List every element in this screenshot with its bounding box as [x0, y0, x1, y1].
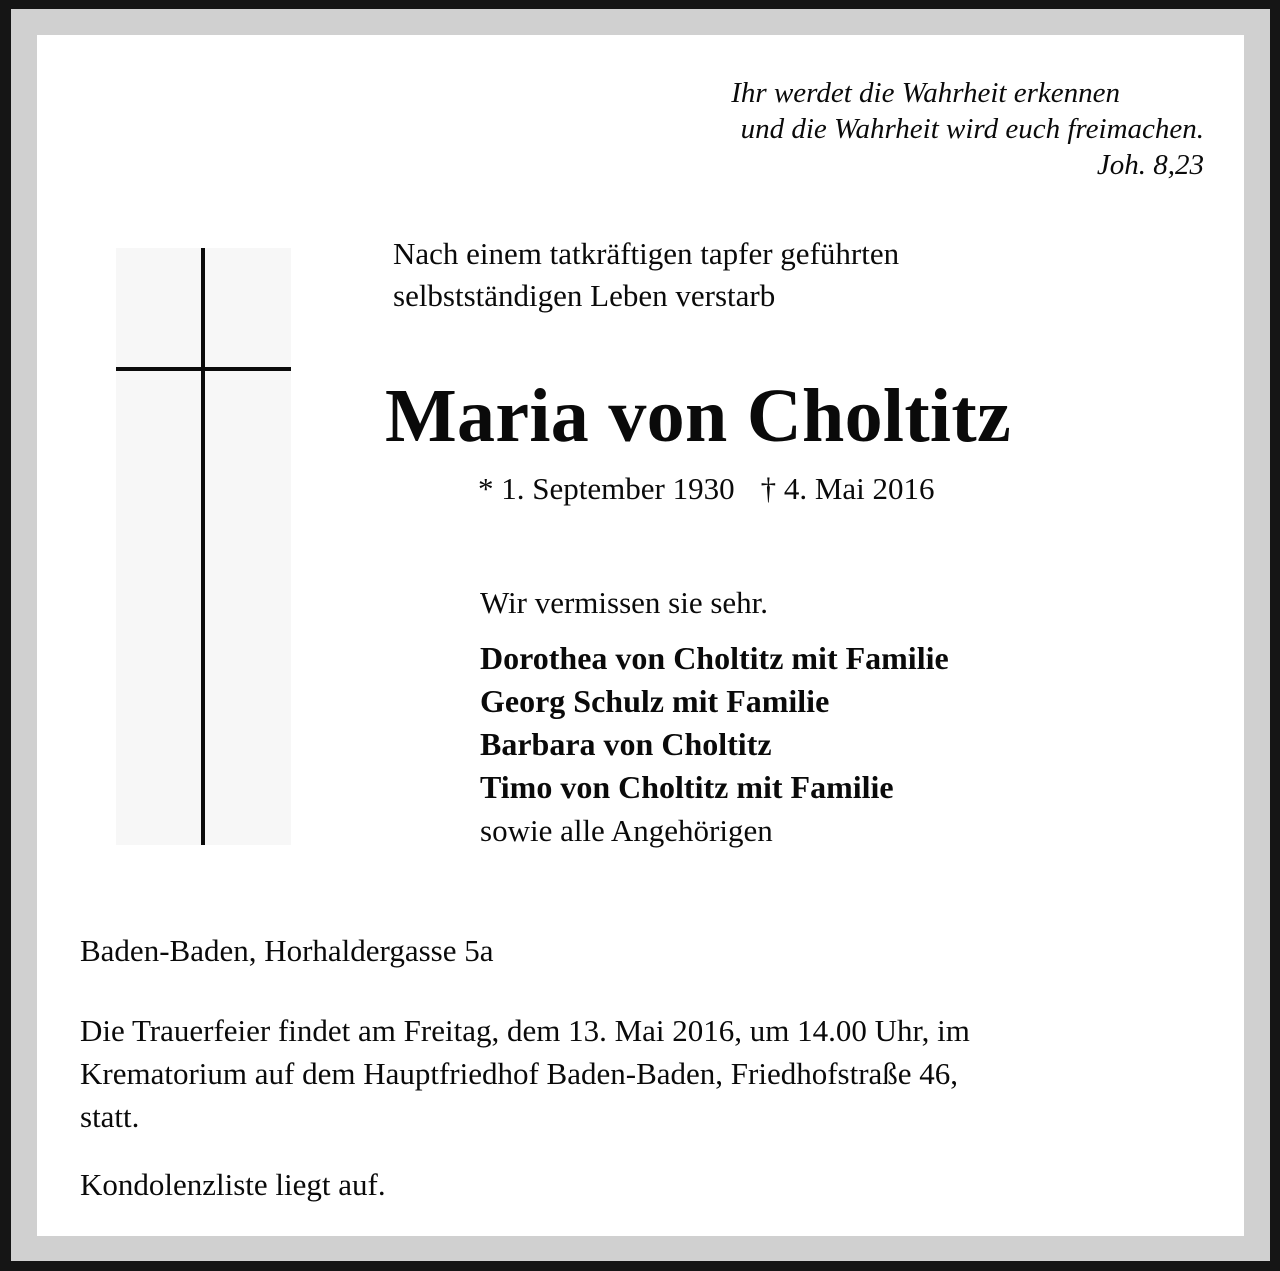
cross-vertical-bar	[201, 248, 205, 845]
quote-reference: Joh. 8,23	[1096, 149, 1204, 181]
obituary-notice	[37, 35, 1244, 1236]
intro-text	[393, 233, 899, 317]
life-dates	[478, 469, 935, 509]
quote-line-2: und die Wahrheit wird euch freimachen.	[740, 113, 1204, 145]
birth-date: * 1. September 1930	[478, 471, 735, 506]
mourners-list	[480, 637, 949, 852]
mourning-message: Wir vermissen sie sehr.	[480, 585, 769, 620]
mourner-item: Barbara von Choltitz	[480, 726, 772, 762]
ceremony-line-2: Krematorium auf dem Hauptfriedhof Baden-Baden, Friedhofstraße 46,	[80, 1056, 959, 1091]
condolence-note: Kondolenzliste liegt auf.	[80, 1167, 386, 1202]
mourner-item: Timo von Choltitz mit Familie	[480, 769, 894, 805]
ceremony-line-3: statt.	[80, 1099, 140, 1134]
deceased-name: Maria von Choltitz	[385, 374, 1011, 458]
cross-horizontal-bar	[116, 367, 291, 371]
ceremony-line-1: Die Trauerfeier findet am Freitag, dem 13. Mai 2016, um 14.00 Uhr, im	[80, 1013, 970, 1048]
mourner-item: Dorothea von Choltitz mit Familie	[480, 640, 949, 676]
bible-quote	[731, 75, 1204, 183]
death-date: † 4. Mai 2016	[760, 471, 935, 506]
mourner-item: Georg Schulz mit Familie	[480, 683, 830, 719]
intro-line-2: selbstständigen Leben verstarb	[393, 278, 776, 313]
quote-line-1: Ihr werdet die Wahrheit erkennen	[731, 77, 1120, 109]
funeral-ceremony-info	[80, 1009, 970, 1138]
cross-icon	[116, 248, 291, 845]
residence-address: Baden-Baden, Horhaldergasse 5a	[80, 933, 494, 968]
intro-line-1: Nach einem tatkräftigen tapfer geführten	[393, 236, 900, 271]
other-relatives: sowie alle Angehörigen	[480, 813, 773, 848]
notice-inner-border	[11, 9, 1270, 1261]
